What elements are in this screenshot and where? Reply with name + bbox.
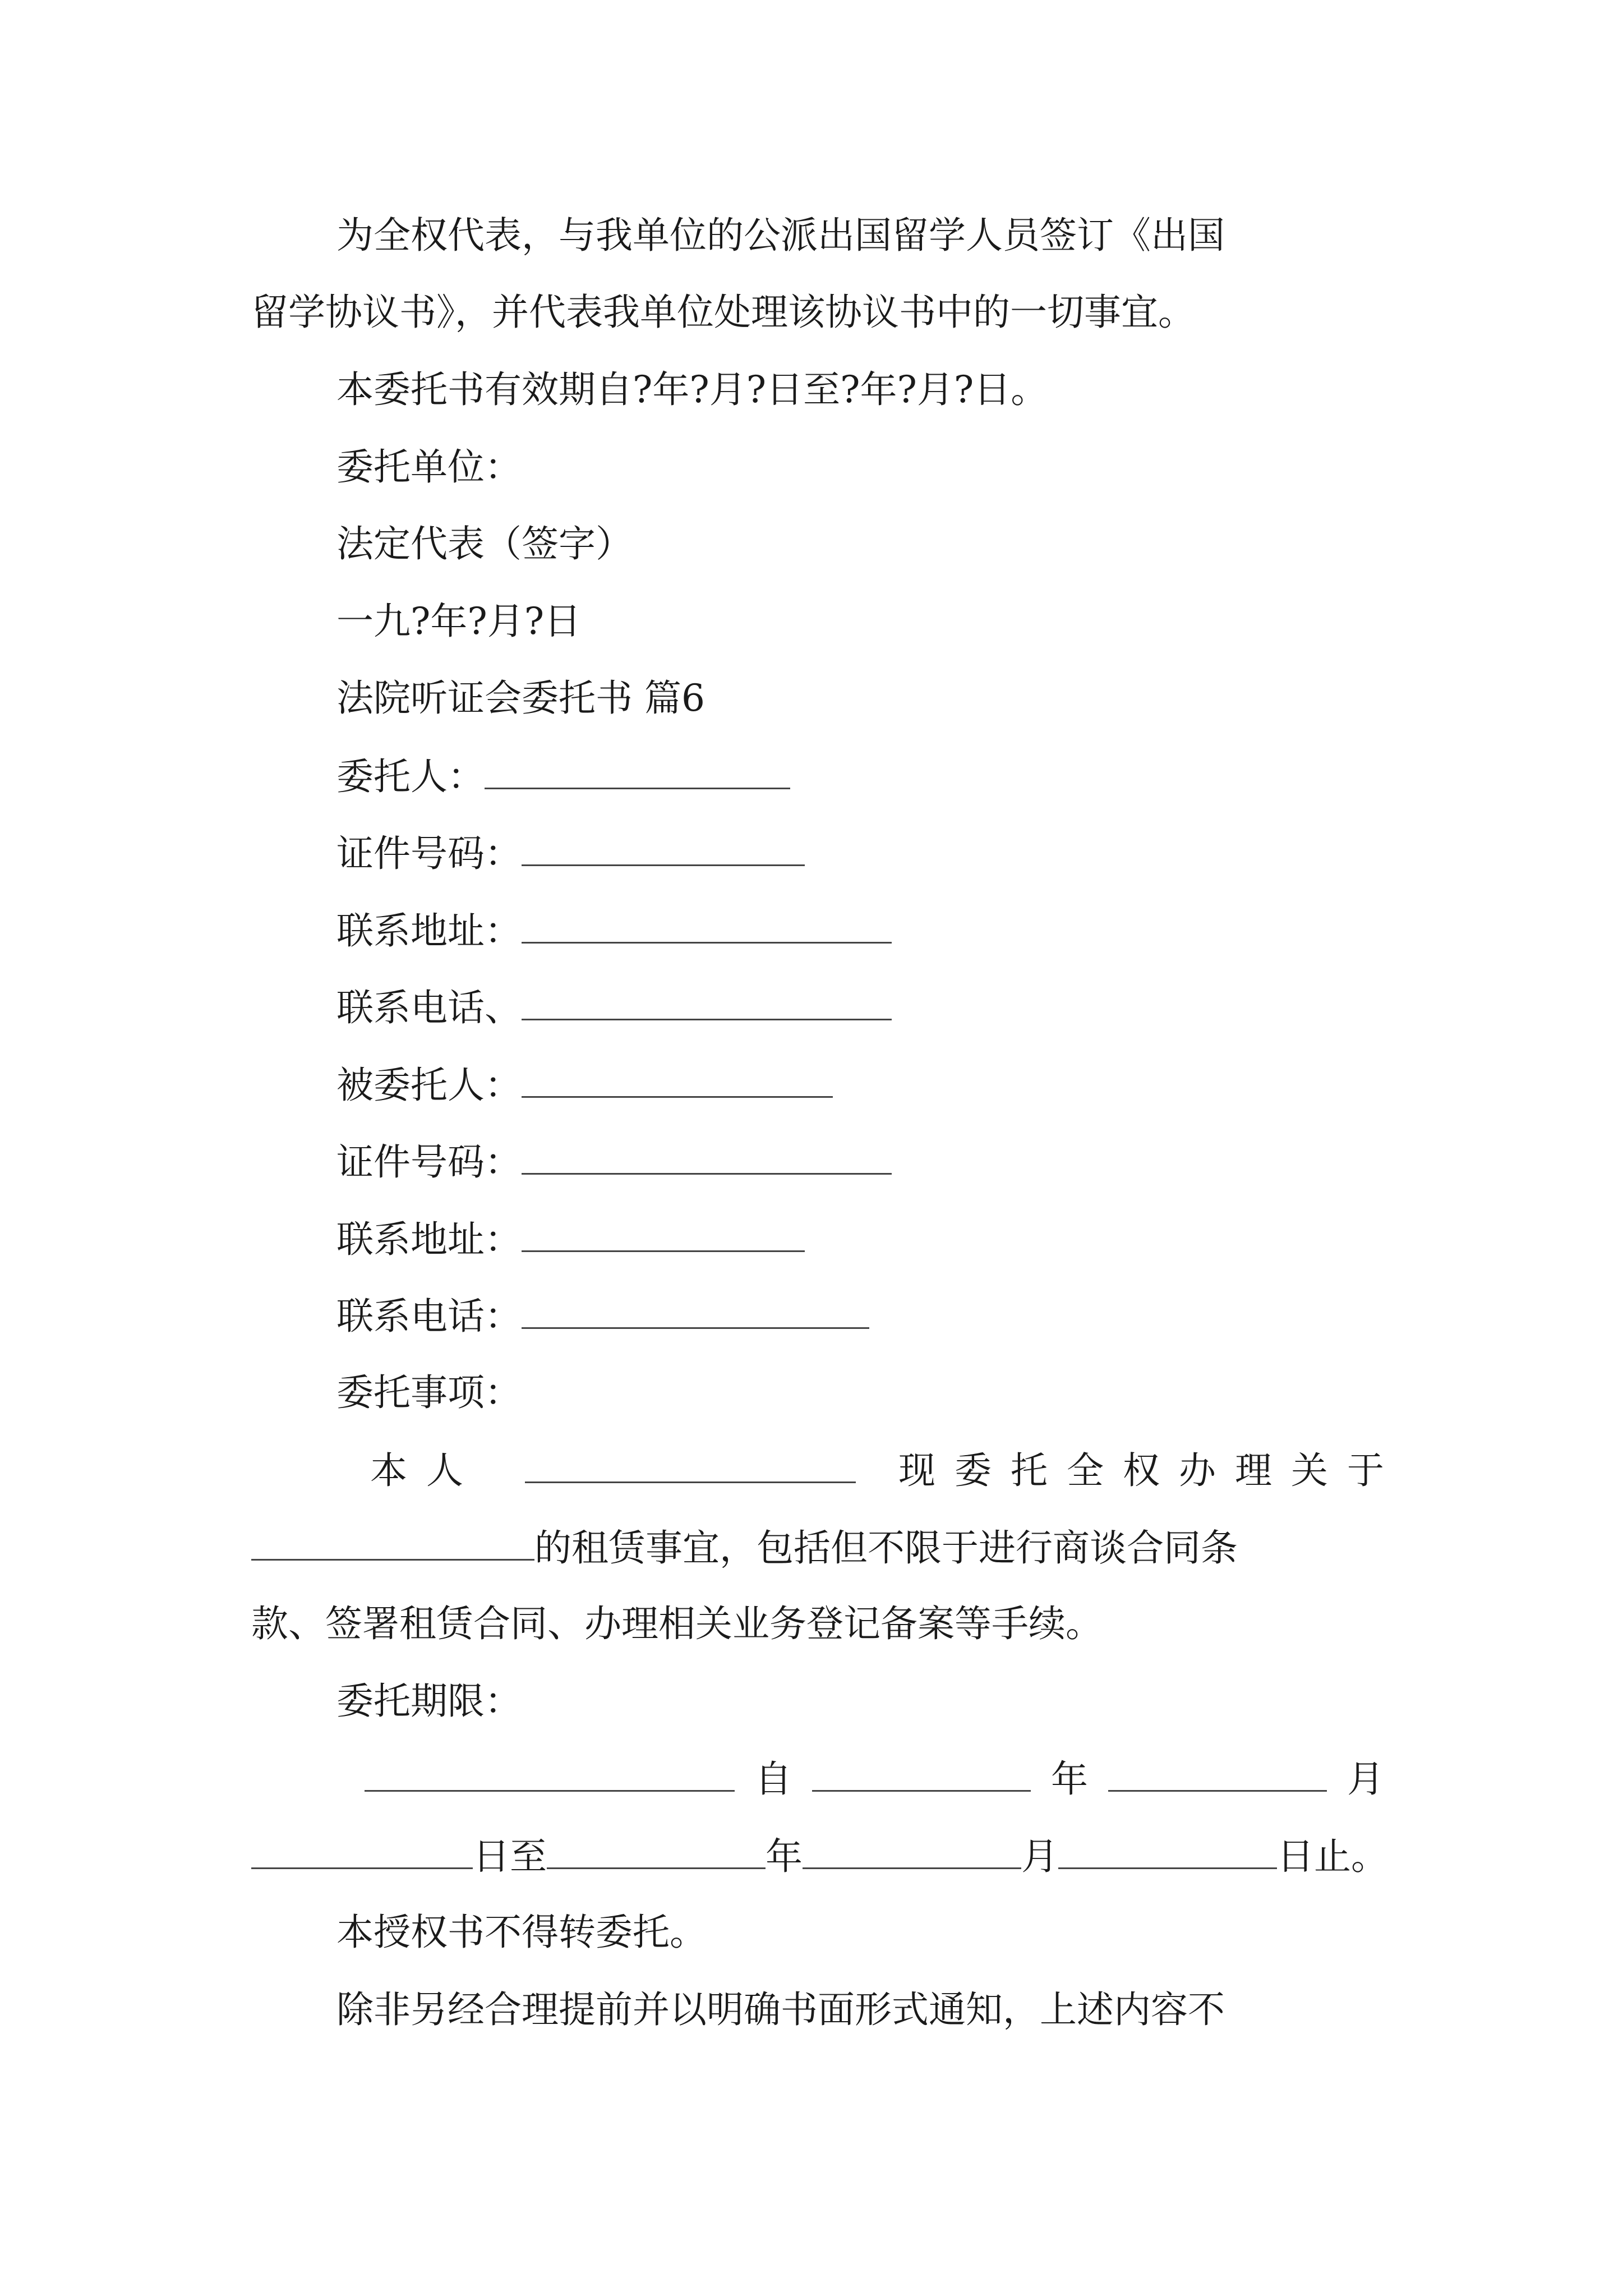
matters-line-2 [251, 1522, 1238, 1573]
paragraph-line: 委托单位： [336, 445, 522, 489]
field-agent [336, 1059, 833, 1111]
paragraph-line: 委托事项： [336, 1371, 522, 1414]
fill-blank [547, 1830, 766, 1869]
matters-line-1 [370, 1444, 1403, 1496]
paragraph-line: 一九?年?月?日 [336, 600, 582, 643]
paragraph-line: 款、签署租赁合同、办理相关业务登记备案等手续。 [251, 1602, 1103, 1645]
text-fragment: 月 [1347, 1757, 1384, 1801]
text-fragment: 自 [755, 1757, 792, 1801]
paragraph-line: 法定代表（签字） [336, 522, 633, 565]
paragraph-line: 留学协议书》，并代表我单位处理该协议书中的一切事宜。 [251, 291, 1195, 334]
paragraph-line: 本授权书不得转委托。 [336, 1911, 707, 1954]
paragraph-line: 为全权代表，与我单位的公派出国留学人员签订《出国 [336, 214, 1225, 257]
fill-blank [522, 1136, 892, 1175]
fill-blank [522, 905, 892, 944]
paragraph-line: 本委托书有效期自?年?月?日至?年?月?日。 [336, 368, 1048, 411]
text-fragment: 现委托全权办理关于 [898, 1449, 1403, 1492]
field-principal [336, 751, 790, 802]
fill-blank [522, 1290, 869, 1329]
field-label: 联系地址： [336, 1218, 522, 1261]
field-id-number [336, 1136, 892, 1188]
text-fragment: 的租赁事宜，包括但不限于进行商谈合同条 [534, 1526, 1238, 1570]
field-label: 证件号码： [336, 832, 522, 875]
field-label: 联系地址： [336, 909, 522, 953]
fill-blank [525, 1444, 856, 1483]
field-address [336, 905, 892, 956]
text-fragment: 月 [1021, 1835, 1058, 1878]
fill-blank [522, 982, 892, 1020]
field-label: 委托人： [336, 755, 485, 798]
field-phone [336, 1290, 869, 1342]
fill-blank [522, 827, 805, 866]
fill-blank [1108, 1753, 1327, 1792]
field-phone [336, 982, 892, 1033]
fill-blank [251, 1522, 534, 1561]
paragraph-line: 除非另经合理提前并以明确书面形式通知，上述内容不 [336, 1988, 1225, 2031]
field-label: 联系电话、 [336, 986, 522, 1029]
fill-blank [365, 1753, 735, 1792]
field-label: 证件号码： [336, 1140, 522, 1184]
fill-blank [522, 1059, 833, 1098]
fill-blank [251, 1830, 473, 1869]
period-line-1 [365, 1753, 1384, 1805]
field-label: 联系电话： [336, 1295, 522, 1338]
field-label: 被委托人： [336, 1064, 522, 1107]
period-line-2 [251, 1830, 1388, 1882]
text-fragment: 年 [1051, 1757, 1088, 1801]
paragraph-line: 委托期限： [336, 1680, 522, 1723]
field-address [336, 1213, 805, 1265]
text-fragment: 本人 [370, 1449, 482, 1492]
text-fragment: 日止。 [1277, 1835, 1388, 1878]
text-fragment: 年 [766, 1835, 803, 1878]
section-heading: 法院听证会委托书 篇6 [336, 677, 705, 720]
fill-blank [1058, 1830, 1277, 1869]
text-fragment: 日至 [473, 1835, 547, 1878]
field-id-number [336, 827, 805, 879]
fill-blank [803, 1830, 1021, 1869]
fill-blank [522, 1213, 805, 1252]
fill-blank [812, 1753, 1031, 1792]
fill-blank [485, 751, 790, 789]
